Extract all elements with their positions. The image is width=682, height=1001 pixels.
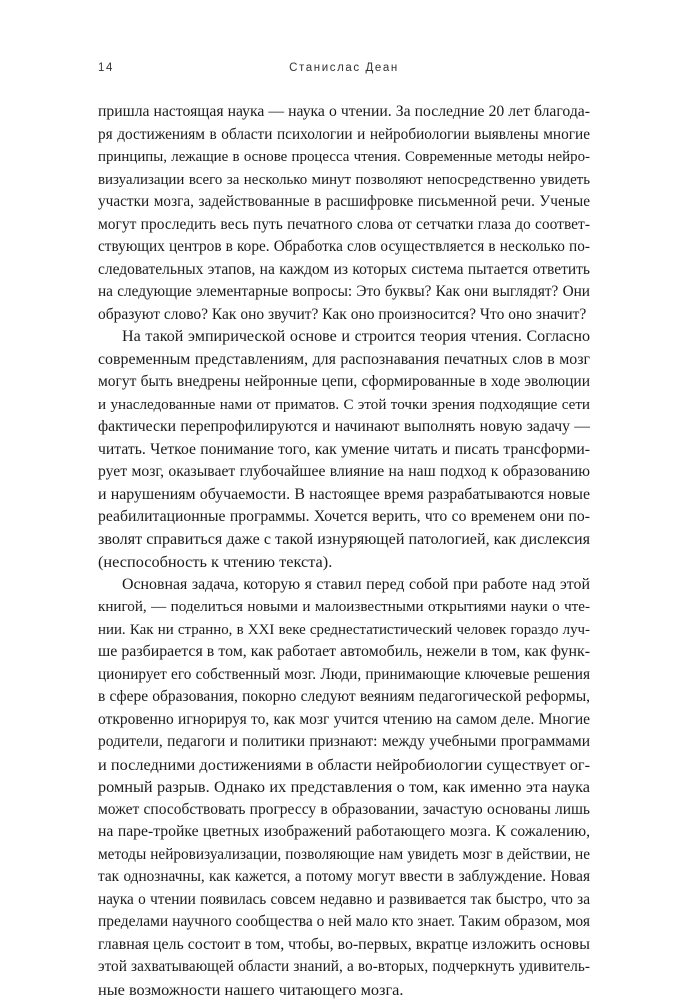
text-line: книгой, — поделиться новыми и малоизвестными открытиями науки о чте- [98,596,590,619]
text-line: рует мозг, оказывает глубочайшее влияние на наш подход к образованию [98,461,590,484]
text-line: и унаследованные нами от приматов. С этой точки зрения подходящие сети [98,394,590,417]
text-line: так однозначны, как кажется, а потому могут ввести в заблуждение. Новая [98,866,590,889]
text-line: визуализации всего за несколько минут позволяют непосредственно увидеть [98,169,590,192]
text-line: пределами научного сообщества о ней мало кто знает. Таким образом, моя [98,911,590,934]
text-line: пришла настоящая наука — наука о чтении. За последние 20 лет благода- [98,101,590,124]
paragraph [98,326,590,574]
body-text [98,101,590,1001]
text-line: образуют слово? Как оно звучит? Как оно произносится? Что оно значит? [98,304,590,327]
text-line: фактически перепрофилируются и начинают выполнять новую задачу — [98,416,590,439]
text-line: и нарушениям обучаемости. В настоящее время разрабатываются новые [98,484,590,507]
text-line: в сфере образования, покорно следуют веяниям педагогической реформы, [98,686,590,709]
text-line: На такой эмпирической основе и строится теория чтения. Согласно [98,326,590,349]
text-line: следовательных этапов, на каждом из которых система пытается ответить [98,259,590,282]
text-line: ря достижениям в области психологии и нейробиологии выявлены многие [98,124,590,147]
text-line: зволят справиться даже с такой изнуряющей патологией, как дислексия [98,529,590,552]
paragraph [98,574,590,1001]
text-line: методы нейровизуализации, позволяющие нам увидеть мозг в действии, не [98,844,590,867]
text-line: могут проследить весь путь печатного слова от сетчатки глаза до соответ- [98,214,590,237]
text-line: ствующих центров в коре. Обработка слов осуществляется в несколько по- [98,236,590,259]
page-number: 14 [98,62,114,74]
text-line: участки мозга, задействованные в расшифровке письменной речи. Ученые [98,191,590,214]
paragraph [98,101,590,326]
text-line: может способствовать прогрессу в образовании, зачастую основаны лишь [98,799,590,822]
text-line: главная цель состоит в том, чтобы, во-первых, вкратце изложить основы [98,934,590,957]
text-line: этой захватывающей области знаний, а во-вторых, подчеркнуть удивитель- [98,956,590,979]
text-line: современным представлениям, для распознавания печатных слов в мозг [98,349,590,372]
page-header [98,62,590,82]
text-line: родители, педагоги и политики признают: между учебными программами [98,731,590,754]
text-line: реабилитационные программы. Хочется верить, что со временем они по- [98,506,590,529]
text-line: ше разбирается в том, как работает автомобиль, нежели в том, как функ- [98,641,590,664]
text-line: принципы, лежащие в основе процесса чтения. Современные методы нейро- [98,146,590,169]
text-line: (неспособность к чтению текста). [98,551,590,574]
text-line: ромный разрыв. Однако их представления о том, как именно эта наука [98,776,590,799]
text-line: читать. Четкое понимание того, как умение читать и писать трансформи- [98,439,590,462]
text-line: наука о чтении появилась совсем недавно и развивается так быстро, что за [98,889,590,912]
text-line: на следующие элементарные вопросы: Это буквы? Как они выглядят? Они [98,281,590,304]
text-line: могут быть внедрены нейронные цепи, сформированные в ходе эволюции [98,371,590,394]
text-line: на паре-тройке цветных изображений работающего мозга. К сожалению, [98,821,590,844]
text-line: ные возможности нашего читающего мозга. [98,979,590,1001]
text-line: и последними достижениями в области нейробиологии существует ог- [98,754,590,777]
text-line: откровенно игнорируя то, как мозг учится чтению на самом деле. Многие [98,709,590,732]
text-line: ционирует его собственный мозг. Люди, принимающие ключевые решения [98,664,590,687]
running-head-author: Станислас Деан [98,62,590,74]
text-line: нии. Как ни странно, в XXI веке среднестатистический человек гораздо луч- [98,619,590,642]
text-line: Основная задача, которую я ставил перед собой при работе над этой [98,574,590,597]
